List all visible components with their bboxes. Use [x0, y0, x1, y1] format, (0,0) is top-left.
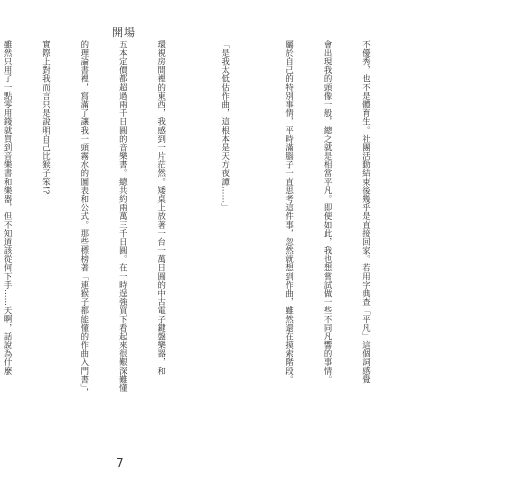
text-line: 的理論書裡，寫滿了讓我一頭霧水的圖表和公式。那些標榜著「連猴子都能懂的作曲入門書」， — [79, 40, 90, 397]
body-text — [3, 40, 398, 397]
chapter-header: 開場 — [112, 26, 136, 39]
text-line: 五本定價都超過兩千日圓的音樂書。總共約兩萬三千日圓。在一時逞強買下看起來很艱深難懂 — [118, 40, 129, 393]
text-line: 屬於自己的特別事情，平時滿腦子一直思考這件事，忽然就想到作曲，雖然還在摸索階段。 — [284, 40, 295, 384]
text-line: 環視房間裡的東西，我感到一片茫然。矮桌上放著一台一萬日圓的中古電子鍵盤樂器，和 — [156, 40, 167, 376]
text-line: 雖然只用了一點零用錢就買到音樂書和樂器，但不知道該從何下手……天啊，話說為什麼 — [3, 40, 14, 375]
text-line: 實際上對我而言只是說明自己比猴子笨!? — [41, 40, 52, 195]
text-line: 會出現我的頭像一般，總之就是相當平凡。即便如此，我也想嘗試做一些不同凡響的事情。 — [323, 40, 334, 384]
text-line: 「是我太低估作曲，這根本是天方夜譚……」 — [220, 40, 231, 212]
text-line: 不優秀，也不是體育生。社團活動結束後幾乎是直接回家。若用字典查「平凡」這個詞感覺 — [361, 40, 372, 384]
page-number: 7 — [116, 456, 124, 470]
